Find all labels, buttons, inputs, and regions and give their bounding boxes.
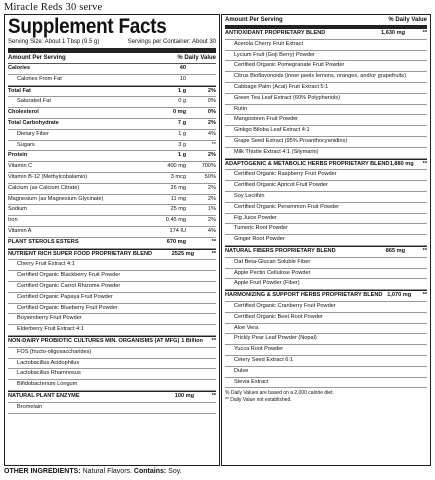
ingredient-row	[8, 369, 216, 380]
row-amount: 1 g	[177, 87, 186, 94]
row-name: Dietary Fiber	[17, 130, 50, 137]
ingredient-row	[8, 359, 216, 370]
row-daily-value	[186, 403, 216, 413]
row-name: Certified Organic Carrot Rhizome Powder	[17, 282, 121, 289]
row-amount	[365, 115, 397, 125]
row-daily-value	[397, 269, 427, 279]
row-name: Yucca Root Powder	[234, 346, 284, 353]
row-name: NATURAL PLANT ENZYME	[8, 392, 80, 399]
blend-row	[8, 336, 216, 348]
row-daily-value	[397, 302, 427, 312]
ingredient-row	[225, 345, 427, 356]
row-daily-value	[397, 115, 427, 125]
row-amount	[154, 314, 186, 324]
row-name: Tumeric Root Powder	[234, 225, 288, 232]
footnote-daily-values: % Daily Values are based on a 2,000 calorie diet.	[225, 390, 334, 397]
nutrient-row	[8, 216, 216, 227]
row-daily-value: 4%	[207, 227, 216, 234]
ingredient-row	[225, 302, 427, 313]
nutrient-row	[8, 119, 216, 130]
row-daily-value: **	[211, 337, 216, 344]
row-daily-value	[186, 75, 216, 85]
ingredient-row	[8, 271, 216, 282]
row-daily-value: 2%	[207, 184, 216, 191]
row-daily-value: 2%	[207, 152, 216, 159]
row-name: ANTIOXIDANT PROPRIETARY BLEND	[225, 30, 326, 36]
amount-per-serving-label: Amount Per Serving	[8, 55, 66, 61]
amount-header-right	[225, 15, 427, 28]
row-name: Dulse	[234, 367, 249, 374]
row-daily-value	[186, 325, 216, 335]
row-amount	[365, 137, 397, 147]
row-name: Protein	[8, 152, 28, 159]
amount-header	[8, 53, 216, 64]
row-name: Cherry Fruit Extract 4:1	[17, 261, 75, 268]
blend-row	[225, 290, 427, 302]
row-daily-value	[397, 378, 427, 388]
nutrient-row	[8, 238, 216, 249]
row-amount	[365, 224, 397, 234]
row-daily-value: **	[211, 392, 216, 399]
row-amount: 11 mg	[170, 195, 186, 202]
row-amount: 1 Billion	[181, 337, 203, 344]
nutrient-row	[8, 151, 216, 162]
row-daily-value	[397, 40, 427, 50]
supplement-facts-panel-left	[4, 14, 220, 466]
row-name: Rutin	[234, 105, 248, 112]
row-daily-value: **	[422, 30, 427, 36]
row-name: Green Tea Leaf Extract (60% Polyphenols)	[234, 94, 340, 101]
row-amount	[154, 359, 186, 369]
row-name: Bromelain	[17, 403, 43, 410]
row-amount: 1,070 mg	[387, 292, 412, 299]
row-daily-value	[397, 137, 427, 147]
footnote-not-established: ** Daily Value not established.	[225, 397, 292, 404]
row-name: Certified Organic Cranberry Fruit Powder	[234, 302, 336, 309]
row-amount: 3 g	[178, 141, 186, 148]
ingredient-row	[8, 293, 216, 304]
row-name: Elderberry Fruit Extract 4:1	[17, 326, 84, 333]
row-daily-value: **	[422, 247, 427, 254]
row-name: Certified Organic Blackberry Fruit Powder	[17, 272, 121, 279]
row-amount	[365, 269, 397, 279]
blend-rows	[225, 28, 427, 388]
row-amount: 400 mg	[167, 163, 186, 170]
row-daily-value	[397, 126, 427, 136]
row-daily-value	[186, 359, 216, 369]
row-amount	[365, 148, 397, 158]
row-name: Apple Pectin Cellulose Powder	[234, 269, 311, 276]
row-amount: 10	[179, 75, 186, 82]
row-daily-value: **	[422, 160, 427, 167]
blend-row	[8, 249, 216, 261]
product-title: Miracle Reds 30 serve	[4, 2, 103, 13]
row-amount	[365, 356, 397, 366]
row-daily-value: **	[422, 292, 427, 299]
row-name: Lycium Fruit (Goji Berry) Powder	[234, 51, 315, 58]
ingredient-row	[225, 94, 427, 105]
ingredient-row	[225, 192, 427, 203]
row-daily-value	[397, 51, 427, 61]
ingredient-row	[225, 367, 427, 378]
other-ingredients-label: OTHER INGREDIENTS:	[4, 468, 81, 475]
row-name: Ginger Root Powder	[234, 236, 285, 243]
row-amount	[365, 94, 397, 104]
nutrient-row	[8, 130, 216, 141]
row-amount	[365, 126, 397, 136]
row-amount	[365, 214, 397, 224]
row-daily-value: 0%	[207, 109, 216, 116]
ingredient-row	[225, 235, 427, 246]
footnotes	[225, 388, 427, 404]
row-amount: 26 mg	[170, 184, 186, 191]
row-daily-value	[397, 203, 427, 213]
row-daily-value	[397, 279, 427, 289]
row-name: Citrus Bioflavonoids (inner peels lemons, oranges, and/or grapefruits)	[234, 73, 406, 80]
row-name: Sugars	[17, 141, 35, 148]
row-amount	[365, 378, 397, 388]
row-daily-value	[397, 313, 427, 323]
row-daily-value	[397, 94, 427, 104]
ingredient-row	[225, 51, 427, 62]
row-name: Apple Fruit Powder (Fiber)	[234, 280, 300, 287]
row-daily-value	[186, 271, 216, 281]
ingredient-row	[8, 325, 216, 336]
nutrient-row	[8, 97, 216, 108]
other-ingredients-value: Natural Flavors.	[80, 468, 134, 475]
row-daily-value	[186, 260, 216, 270]
servings-per-container: Servings per Container: About 30	[127, 39, 216, 45]
row-amount: 7 g	[177, 119, 186, 126]
row-daily-value: **	[211, 141, 216, 148]
row-name: NON-DAIRY PROBIOTIC CULTURES MIN. ORGANISMS (AT MFG)	[8, 337, 180, 344]
row-daily-value	[417, 72, 427, 82]
row-amount: 865 mg	[385, 247, 405, 254]
row-amount: 0 g	[178, 98, 186, 105]
nutrient-row	[8, 108, 216, 119]
row-amount	[365, 61, 397, 71]
row-name: Saturated Fat	[17, 98, 51, 105]
row-amount: 25 mg	[170, 206, 186, 213]
row-daily-value	[186, 314, 216, 324]
row-amount	[365, 83, 397, 93]
row-name: Magnesium (as Magnesium Glycinate)	[8, 195, 104, 202]
row-amount	[365, 258, 397, 268]
row-amount	[365, 181, 397, 191]
row-name: Vitamin A	[8, 227, 32, 234]
row-daily-value: 2%	[207, 87, 216, 94]
daily-value-label: % Daily Value	[388, 17, 427, 23]
row-daily-value	[397, 214, 427, 224]
row-name: Cabbage Palm (Acai) Fruit Extract 5:1	[234, 83, 329, 90]
serving-size: Serving Size: About 1 Tbsp (9.5 g)	[8, 39, 100, 45]
ingredient-row	[8, 403, 216, 414]
row-amount	[365, 40, 397, 50]
ingredient-row	[225, 170, 427, 181]
ingredient-row	[225, 203, 427, 214]
row-daily-value	[397, 148, 427, 158]
row-daily-value	[186, 64, 216, 74]
row-name: NATURAL FIBERS PROPRIETARY BLEND	[225, 247, 336, 254]
row-name: ADAPTOGENIC & METABOLIC HERBS PROPRIETARY BLEND	[225, 160, 390, 167]
row-name: Cholesterol	[8, 109, 39, 116]
contains-label: Contains:	[133, 468, 167, 475]
ingredient-row	[8, 314, 216, 325]
row-amount	[365, 105, 397, 115]
row-name: Grape Seed Extract (95% Proanthocyanidins)	[234, 137, 348, 144]
row-amount	[365, 324, 397, 334]
row-name: Total Carbohydrate	[8, 119, 59, 126]
nutrient-row	[8, 195, 216, 206]
ingredient-row	[225, 40, 427, 51]
row-name: Celery Seed Extract 6:1	[234, 356, 294, 363]
row-daily-value: 1%	[207, 206, 216, 213]
row-daily-value	[186, 293, 216, 303]
ingredient-row	[8, 304, 216, 315]
row-amount	[365, 302, 397, 312]
row-amount	[365, 203, 397, 213]
row-name: PLANT STEROLS ESTERS	[8, 238, 79, 245]
row-amount	[365, 170, 397, 180]
nutrient-row	[8, 75, 216, 86]
ingredient-row	[225, 83, 427, 94]
row-name: Vitamin B-12 (Methylcobalamin)	[8, 173, 88, 180]
blend-row	[225, 159, 427, 171]
nutrient-row	[8, 205, 216, 216]
row-name: Calories From Fat	[17, 75, 62, 82]
row-name: Lactobacillus Acidophilus	[17, 359, 80, 366]
row-amount	[154, 304, 186, 314]
row-daily-value	[186, 282, 216, 292]
row-name: Prickly Pear Leaf Powder (Nopal)	[234, 335, 317, 342]
row-name: Lactobacillus Rhamnosus	[17, 370, 81, 377]
ingredient-row	[225, 181, 427, 192]
row-amount	[365, 51, 397, 61]
row-name: Sodium	[8, 206, 27, 213]
row-name: HARMONIZING & SUPPORT HERBS PROPRIETARY BLEND	[225, 292, 383, 299]
row-daily-value: 4%	[207, 130, 216, 137]
blend-row	[225, 28, 427, 40]
row-daily-value: **	[211, 238, 216, 245]
row-amount	[365, 235, 397, 245]
row-amount: 670 mg	[166, 238, 186, 245]
row-daily-value: 2%	[207, 217, 216, 224]
row-amount	[365, 313, 397, 323]
row-daily-value: 700%	[201, 163, 216, 170]
ingredient-row	[225, 137, 427, 148]
supplement-facts-title: Supplement Facts	[8, 15, 167, 38]
row-name: Certified Organic Persimmon Fruit Powder	[234, 203, 340, 210]
row-name: Certified Organic Apricot Fruit Powder	[234, 182, 328, 189]
ingredient-row	[225, 313, 427, 324]
row-name: NUTRIENT RICH SUPER FOOD PROPRIETARY BLEND	[8, 250, 153, 257]
ingredient-row	[225, 334, 427, 345]
row-name: Calories	[8, 65, 31, 71]
row-daily-value	[397, 105, 427, 115]
nutrient-row	[8, 184, 216, 195]
row-amount	[154, 325, 186, 335]
row-name: Bifidobacterium Longum	[17, 381, 78, 388]
row-amount	[365, 192, 397, 202]
row-daily-value	[397, 224, 427, 234]
row-name: Certified Organic Blueberry Fruit Powder	[17, 304, 118, 311]
ingredient-row	[225, 214, 427, 225]
row-daily-value	[397, 170, 427, 180]
row-daily-value	[397, 324, 427, 334]
row-amount: 1 g	[177, 152, 186, 159]
row-amount: 1,630 mg	[381, 30, 405, 36]
row-daily-value: 0%	[207, 98, 216, 105]
row-daily-value	[397, 192, 427, 202]
nutrient-row	[8, 173, 216, 184]
row-name: Certified Organic Raspberry Fruit Powder	[234, 171, 337, 178]
row-name: Mangosteen Fruit Powder	[234, 116, 299, 123]
ingredient-row	[225, 269, 427, 280]
row-name: Boysenberry Fruit Powder	[17, 315, 82, 322]
row-daily-value	[397, 235, 427, 245]
nutrient-row	[8, 162, 216, 173]
row-amount: 2525 mg	[171, 250, 194, 257]
row-daily-value: 2%	[207, 119, 216, 126]
row-amount	[406, 72, 417, 82]
ingredient-row	[225, 105, 427, 116]
row-amount: 1 g	[178, 130, 186, 137]
row-name: Milk Thistle Extract 4:1 (Silymarin)	[234, 148, 319, 155]
nutrient-row	[8, 86, 216, 98]
row-amount	[365, 367, 397, 377]
ingredient-row	[225, 279, 427, 290]
amount-per-serving-label: Amount Per Serving	[225, 17, 283, 23]
row-daily-value: 2%	[207, 195, 216, 202]
row-name: Stevia Extract	[234, 378, 269, 385]
row-amount	[154, 380, 186, 390]
row-amount: 3 mcg	[170, 173, 186, 180]
row-amount: 0.45 mg	[165, 217, 186, 224]
row-name: Iron	[8, 217, 18, 224]
ingredient-row	[225, 378, 427, 389]
row-name: Ginkgo Biloba Leaf Extract 4:1	[234, 127, 310, 134]
ingredient-row	[8, 260, 216, 271]
row-name: Soy Lecithin	[234, 192, 265, 199]
row-amount	[365, 334, 397, 344]
nutrient-row	[8, 64, 216, 75]
ingredient-row	[225, 148, 427, 159]
nutrient-row	[8, 141, 216, 152]
row-amount	[154, 348, 186, 358]
ingredient-row	[8, 348, 216, 359]
row-name: Fig Juice Powder	[234, 214, 277, 221]
row-daily-value	[186, 369, 216, 379]
row-amount	[154, 293, 186, 303]
daily-value-label: % Daily Value	[177, 55, 216, 61]
row-name: Acerola Cherry Fruit Extract	[234, 40, 304, 47]
row-amount: 0 mg	[172, 109, 186, 116]
row-daily-value	[397, 345, 427, 355]
row-daily-value	[186, 304, 216, 314]
row-amount	[154, 260, 186, 270]
ingredient-row	[225, 224, 427, 235]
row-amount	[154, 282, 186, 292]
row-amount: 1,880 mg	[389, 160, 414, 167]
row-amount	[365, 345, 397, 355]
ingredient-row	[225, 61, 427, 72]
contains-value: Soy.	[166, 468, 182, 475]
blend-row	[8, 391, 216, 403]
row-amount: 40	[179, 65, 186, 71]
ingredient-row	[225, 115, 427, 126]
supplement-facts-panel-right	[221, 14, 431, 466]
row-amount	[365, 279, 397, 289]
ingredient-row	[225, 356, 427, 367]
row-daily-value	[397, 367, 427, 377]
ingredient-row	[225, 258, 427, 269]
nutrient-rows	[8, 64, 216, 414]
row-daily-value	[186, 348, 216, 358]
ingredient-row	[225, 126, 427, 137]
row-name: Vitamin C	[8, 163, 33, 170]
serving-info	[8, 38, 216, 46]
row-name: FOS (fructo-oligosaccharides)	[17, 348, 92, 355]
row-daily-value	[397, 356, 427, 366]
row-amount: 100 mg	[174, 392, 194, 399]
blend-row	[225, 246, 427, 258]
row-amount	[154, 369, 186, 379]
row-name: Aloe Vera	[234, 324, 259, 331]
row-name: Certified Organic Pomegranate Fruit Powder	[234, 62, 345, 69]
row-daily-value	[397, 83, 427, 93]
ingredient-row	[8, 282, 216, 293]
row-name: Calcium (as Calcium Citrate)	[8, 184, 80, 191]
row-daily-value	[186, 380, 216, 390]
ingredient-row	[225, 324, 427, 335]
ingredient-row	[8, 380, 216, 391]
row-daily-value	[397, 334, 427, 344]
row-name: Total Fat	[8, 87, 31, 94]
row-daily-value	[397, 181, 427, 191]
row-amount: 174 IU	[169, 227, 186, 234]
ingredient-row	[225, 72, 427, 83]
row-name: Certified Organic Papaya Fruit Powder	[17, 293, 113, 300]
row-amount	[154, 271, 186, 281]
row-daily-value: **	[211, 250, 216, 257]
row-daily-value	[397, 61, 427, 71]
other-ingredients	[4, 468, 182, 475]
row-name: Certified Organic Beet Root Powder	[234, 313, 323, 320]
row-daily-value: 50%	[204, 173, 216, 180]
row-amount	[154, 403, 186, 413]
nutrient-row	[8, 227, 216, 238]
row-name: Oat Beta-Glucan Soluble Fiber	[234, 258, 311, 265]
row-daily-value	[397, 258, 427, 268]
